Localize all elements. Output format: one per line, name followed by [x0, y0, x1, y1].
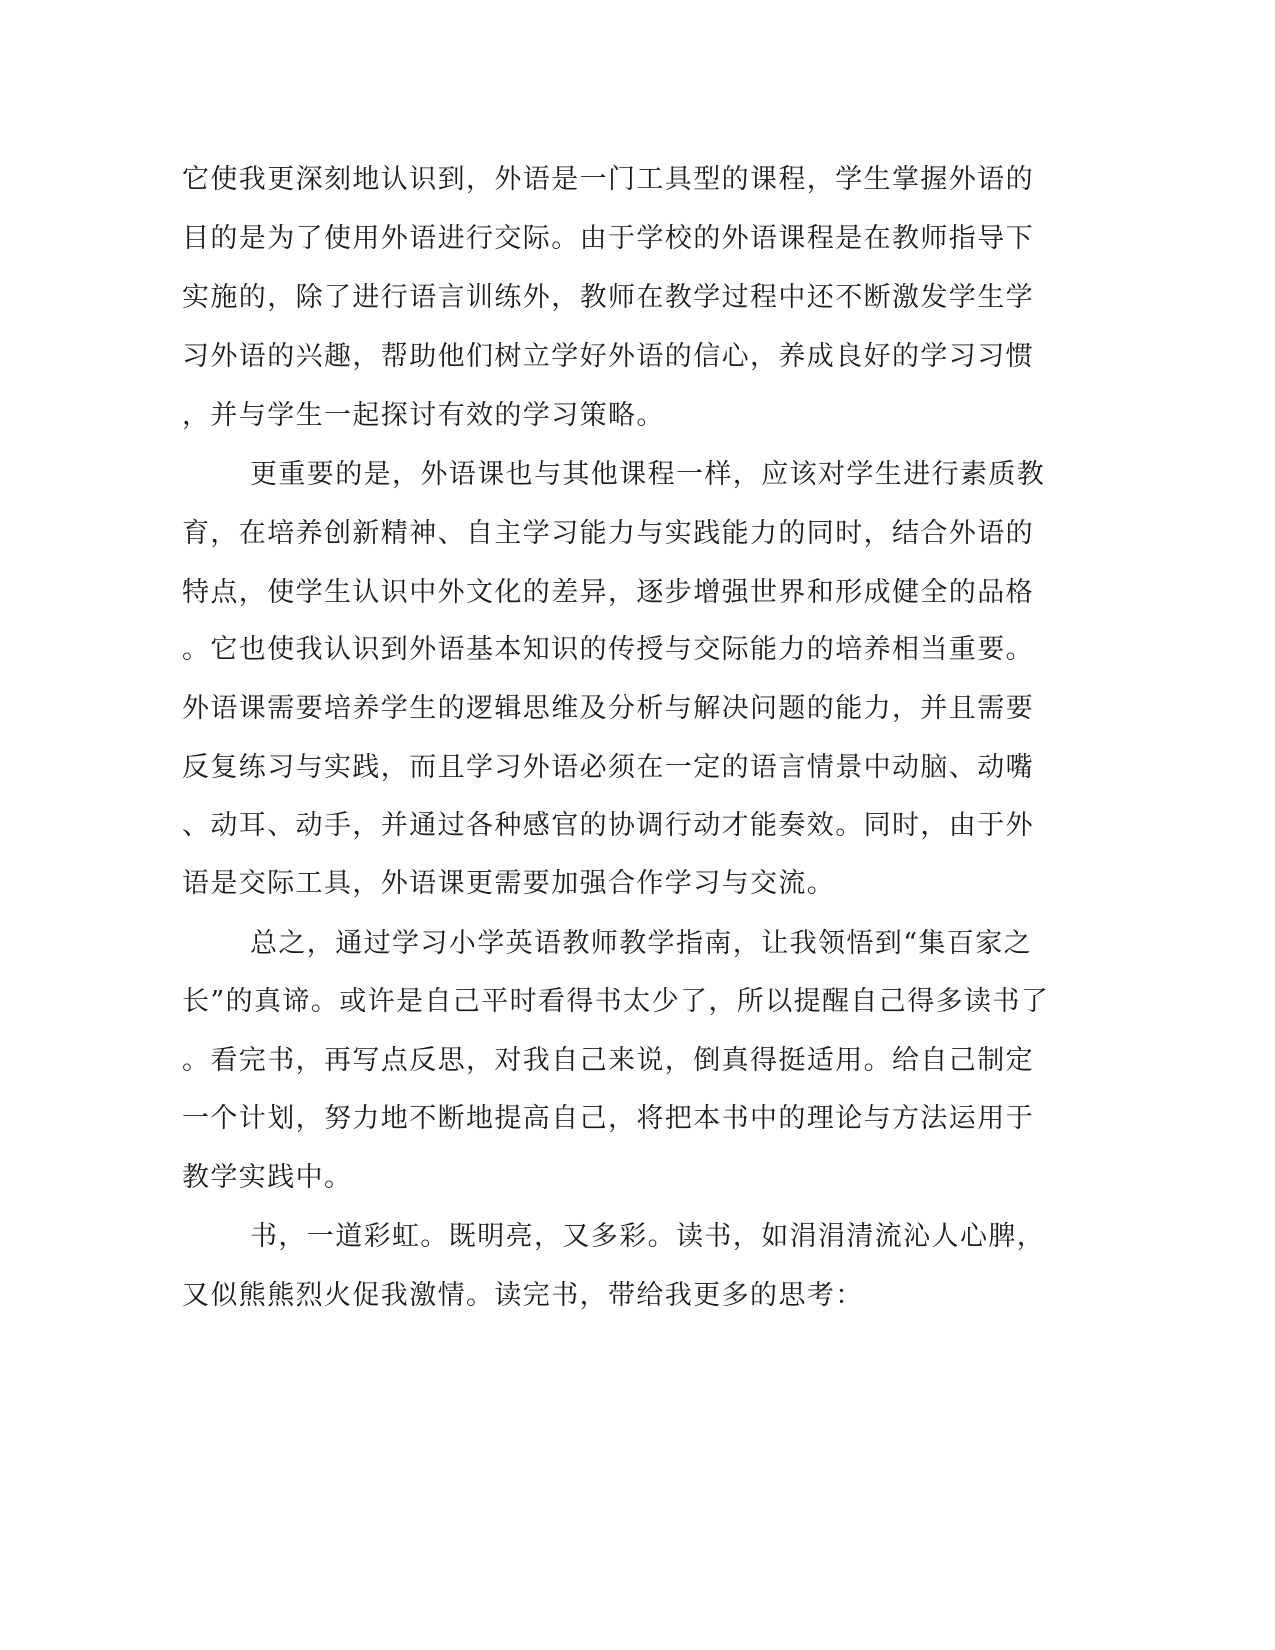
text-line-15: 长”的真谛。或许是自己平时看得书太少了，所以提醒自己得多读书了: [182, 986, 1050, 1017]
text-line-7: 育，在培养创新精神、自主学习能力与实践能力的同时，结合外语的: [182, 518, 1034, 549]
text-line-17: 一个计划，努力地不断地提高自己，将把本书中的理论与方法运用于: [182, 1103, 1034, 1134]
text-line-11: 反复练习与实践，而且学习外语必须在一定的语言情景中动脑、动嘴: [182, 752, 1034, 783]
text-line-19: 书，一道彩虹。既明亮，又多彩。读书，如涓涓清流沁人心脾，: [250, 1221, 1046, 1252]
text-line-10: 外语课需要培养学生的逻辑思维及分析与解决问题的能力，并且需要: [182, 693, 1034, 724]
text-line-3: 实施的，除了进行语言训练外，教师在教学过程中还不断激发学生学: [182, 282, 1034, 313]
text-line-20: 又似熊熊烈火促我激情。读完书，带给我更多的思考：: [182, 1280, 864, 1311]
text-line-9: 。它也使我认识到外语基本知识的传授与交际能力的培养相当重要。: [182, 634, 1034, 665]
text-line-12: 、动耳、动手，并通过各种感官的协调行动才能奏效。同时，由于外: [182, 810, 1034, 841]
text-line-5: ，并与学生一起探讨有效的学习策略。: [182, 400, 665, 431]
text-line-14: 总之，通过学习小学英语教师教学指南，让我领悟到“集百家之: [250, 928, 1033, 959]
text-line-2: 目的是为了使用外语进行交际。由于学校的外语课程是在教师指导下: [182, 223, 1034, 254]
text-line-18: 教学实践中。: [182, 1162, 353, 1193]
text-line-1: 它使我更深刻地认识到，外语是一门工具型的课程，学生掌握外语的: [182, 164, 1034, 195]
text-line-13: 语是交际工具，外语课更需要加强合作学习与交流。: [182, 868, 836, 899]
text-line-6: 更重要的是，外语课也与其他课程一样，应该对学生进行素质教: [250, 459, 1046, 490]
text-line-16: 。看完书，再写点反思，对我自己来说，倒真得挺适用。给自己制定: [182, 1045, 1034, 1076]
text-line-8: 特点，使学生认识中外文化的差异，逐步增强世界和形成健全的品格: [182, 577, 1034, 608]
text-line-4: 习外语的兴趣，帮助他们树立学好外语的信心，养成良好的学习习惯: [182, 341, 1034, 372]
